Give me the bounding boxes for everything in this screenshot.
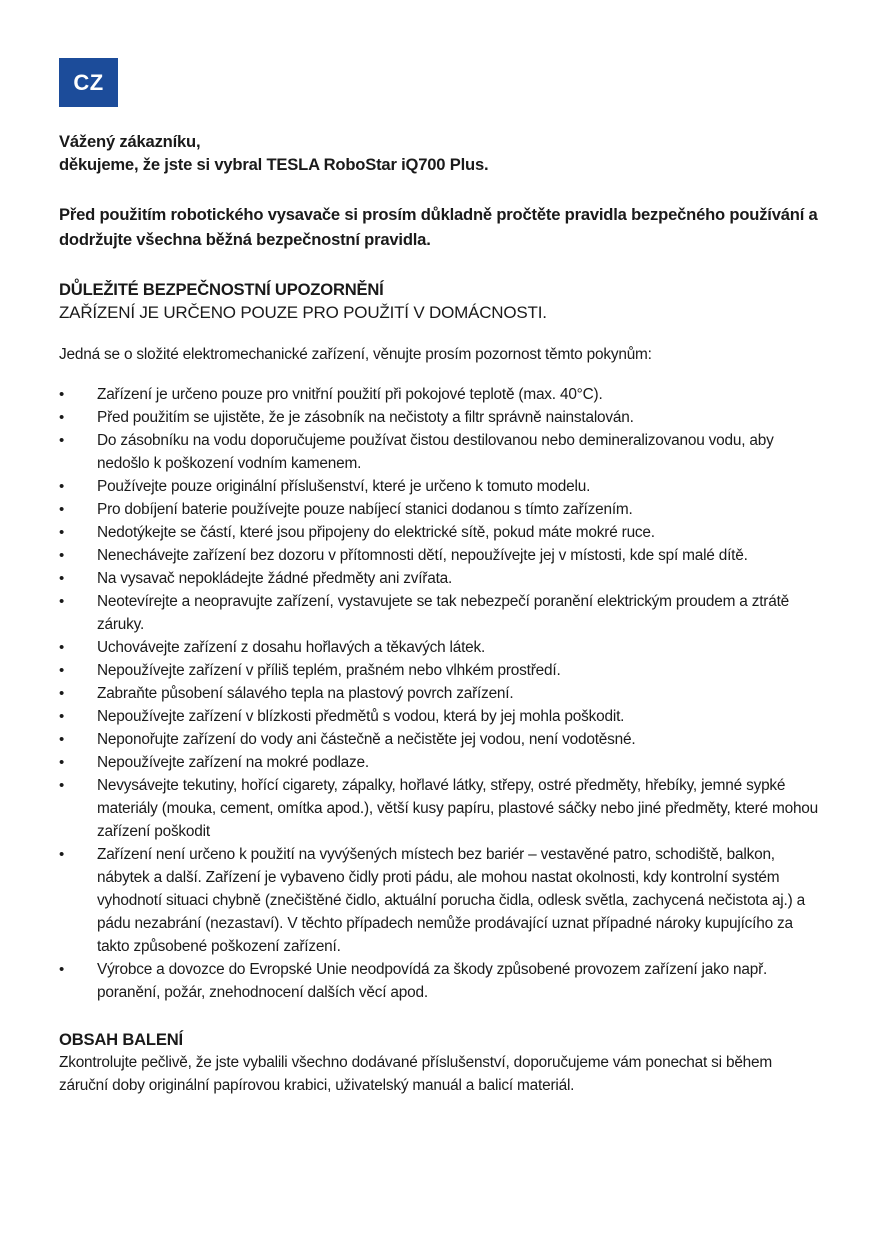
safety-rule-text: Pro dobíjení baterie používejte pouze nabíjecí stanici dodanou s tímto zařízením. (97, 501, 633, 518)
page-content (59, 130, 819, 1097)
language-badge (59, 58, 118, 107)
bullet-icon: • (59, 662, 65, 679)
bullet-icon: • (59, 524, 65, 541)
safety-rule-item (59, 406, 819, 429)
package-text: Zkontrolujte pečlivě, že jste vybalili všechno dodávané příslušenství, doporučujeme vám ponechat si během záruční doby originální papírovou krabici, uživatelský manuál a balicí materiál. (59, 1054, 773, 1094)
safety-rule-text: Na vysavač nepokládejte žádné předměty ani zvířata. (97, 570, 453, 587)
safety-rule-text: Neponořujte zařízení do vody ani částečně a nečistěte jej vodou, není vodotěsné. (97, 731, 636, 748)
safety-rule-text: Výrobce a dovozce do Evropské Unie neodpovídá za škody způsobené provozem zařízení jako např. poranění, požár, znehodnocení dalších věcí apod. (97, 961, 768, 1001)
bullet-icon: • (59, 432, 65, 449)
safety-rule-text: Nepoužívejte zařízení v blízkosti předmětů s vodou, která by jej mohla poškodit. (97, 708, 625, 725)
greeting-thanks: děkujeme, že jste si vybral TESLA RoboStar iQ700 Plus. (59, 155, 489, 174)
bullet-icon: • (59, 501, 65, 518)
bullet-icon: • (59, 754, 65, 771)
safety-rules-list (59, 383, 819, 1004)
bullet-icon: • (59, 547, 65, 564)
safety-rule-item (59, 843, 819, 958)
bullet-icon: • (59, 731, 65, 748)
safety-rule-text: Zabraňte působení sálavého tepla na plastový povrch zařízení. (97, 685, 514, 702)
safety-rule-item (59, 429, 819, 475)
greeting-salutation: Vážený zákazníku, (59, 132, 201, 151)
safety-rule-text: Zařízení není určeno k použití na vyvýšených místech bez bariér – vestavěné patro, schodiště, balkon, nábytek a další. Zařízení je vybaveno čidly proti pádu, ale mohou nastat okolnosti, kdy kontrolní systém vyhodnotí situaci chybně (znečištěné čidlo, aktuální porucha čidla, odlesk světla, zachycená nečistota aj.) a pádu nezabrání (nezastaví). V těchto případech nemůže prodávající uznat případné nároky kupujícího za takto způsobené poškození zařízení. (97, 846, 805, 955)
bullet-icon: • (59, 386, 65, 403)
safety-rule-text: Do zásobníku na vodu doporučujeme používat čistou destilovanou nebo demineralizovanou vodu, aby nedošlo k poškození vodním kamenem. (97, 432, 774, 472)
language-code: CZ (73, 69, 104, 95)
safety-rule-item (59, 682, 819, 705)
safety-rule-item (59, 659, 819, 682)
package-heading: OBSAH BALENÍ (59, 1030, 183, 1049)
safety-rule-item (59, 774, 819, 843)
safety-rule-item (59, 544, 819, 567)
safety-rule-text: Nedotýkejte se částí, které jsou připojeny do elektrické sítě, pokud máte mokré ruce. (97, 524, 655, 541)
safety-rule-item (59, 751, 819, 774)
safety-rule-item (59, 636, 819, 659)
safety-rule-item (59, 521, 819, 544)
bullet-icon: • (59, 593, 65, 610)
safety-rule-item (59, 383, 819, 406)
safety-rule-text: Nevysávejte tekutiny, hořící cigarety, zápalky, hořlavé látky, střepy, ostré předměty, hřebíky, jemné sypké materiály (mouka, cement, omítka apod.), větší kusy papíru, plastové sáčky nebo jiné předměty, které mohou zařízení poškodit (97, 777, 819, 840)
bullet-icon: • (59, 570, 65, 587)
safety-rule-item (59, 705, 819, 728)
bullet-icon: • (59, 846, 65, 863)
safety-rule-text: Neotevírejte a neopravujte zařízení, vystavujete se tak nebezpečí poranění elektrickým proudem a ztrátě záruky. (97, 593, 790, 633)
intro-paragraph: Před použitím robotického vysavače si prosím důkladně pročtěte pravidla bezpečného používání a dodržujte všechna běžná bezpečnostní pravidla. (59, 205, 818, 249)
safety-rule-item (59, 567, 819, 590)
bullet-icon: • (59, 478, 65, 495)
safety-rule-text: Nepoužívejte zařízení v příliš teplém, prašném nebo vlhkém prostředí. (97, 662, 561, 679)
bullet-icon: • (59, 708, 65, 725)
safety-rule-text: Před použitím se ujistěte, že je zásobník na nečistoty a filtr správně nainstalován. (97, 409, 634, 426)
bullet-icon: • (59, 409, 65, 426)
bullet-icon: • (59, 685, 65, 702)
safety-rule-text: Zařízení je určeno pouze pro vnitřní použití při pokojové teplotě (max. 40°C). (97, 386, 603, 403)
safety-rule-item (59, 475, 819, 498)
bullet-icon: • (59, 639, 65, 656)
safety-rule-text: Nepoužívejte zařízení na mokré podlaze. (97, 754, 369, 771)
greeting (59, 130, 819, 176)
safety-rule-item (59, 728, 819, 751)
safety-rule-text: Používejte pouze originální příslušenství, které je určeno k tomuto modelu. (97, 478, 591, 495)
safety-rule-text: Nenechávejte zařízení bez dozoru v přítomnosti dětí, nepoužívejte jej v místosti, kde spí malé dítě. (97, 547, 748, 564)
bullet-icon: • (59, 777, 65, 794)
safety-rule-text: Uchovávejte zařízení z dosahu hořlavých a těkavých látek. (97, 639, 486, 656)
safety-rule-item (59, 958, 819, 1004)
safety-subheading: ZAŘÍZENÍ JE URČENO POUZE PRO POUŽITÍ V DOMÁCNOSTI. (59, 303, 547, 322)
safety-rule-item (59, 590, 819, 636)
safety-lead: Jedná se o složité elektromechanické zařízení, věnujte prosím pozornost těmto pokynům: (59, 346, 652, 363)
bullet-icon: • (59, 961, 65, 978)
safety-heading: DŮLEŽITÉ BEZPEČNOSTNÍ UPOZORNĚNÍ (59, 280, 384, 299)
safety-rule-item (59, 498, 819, 521)
